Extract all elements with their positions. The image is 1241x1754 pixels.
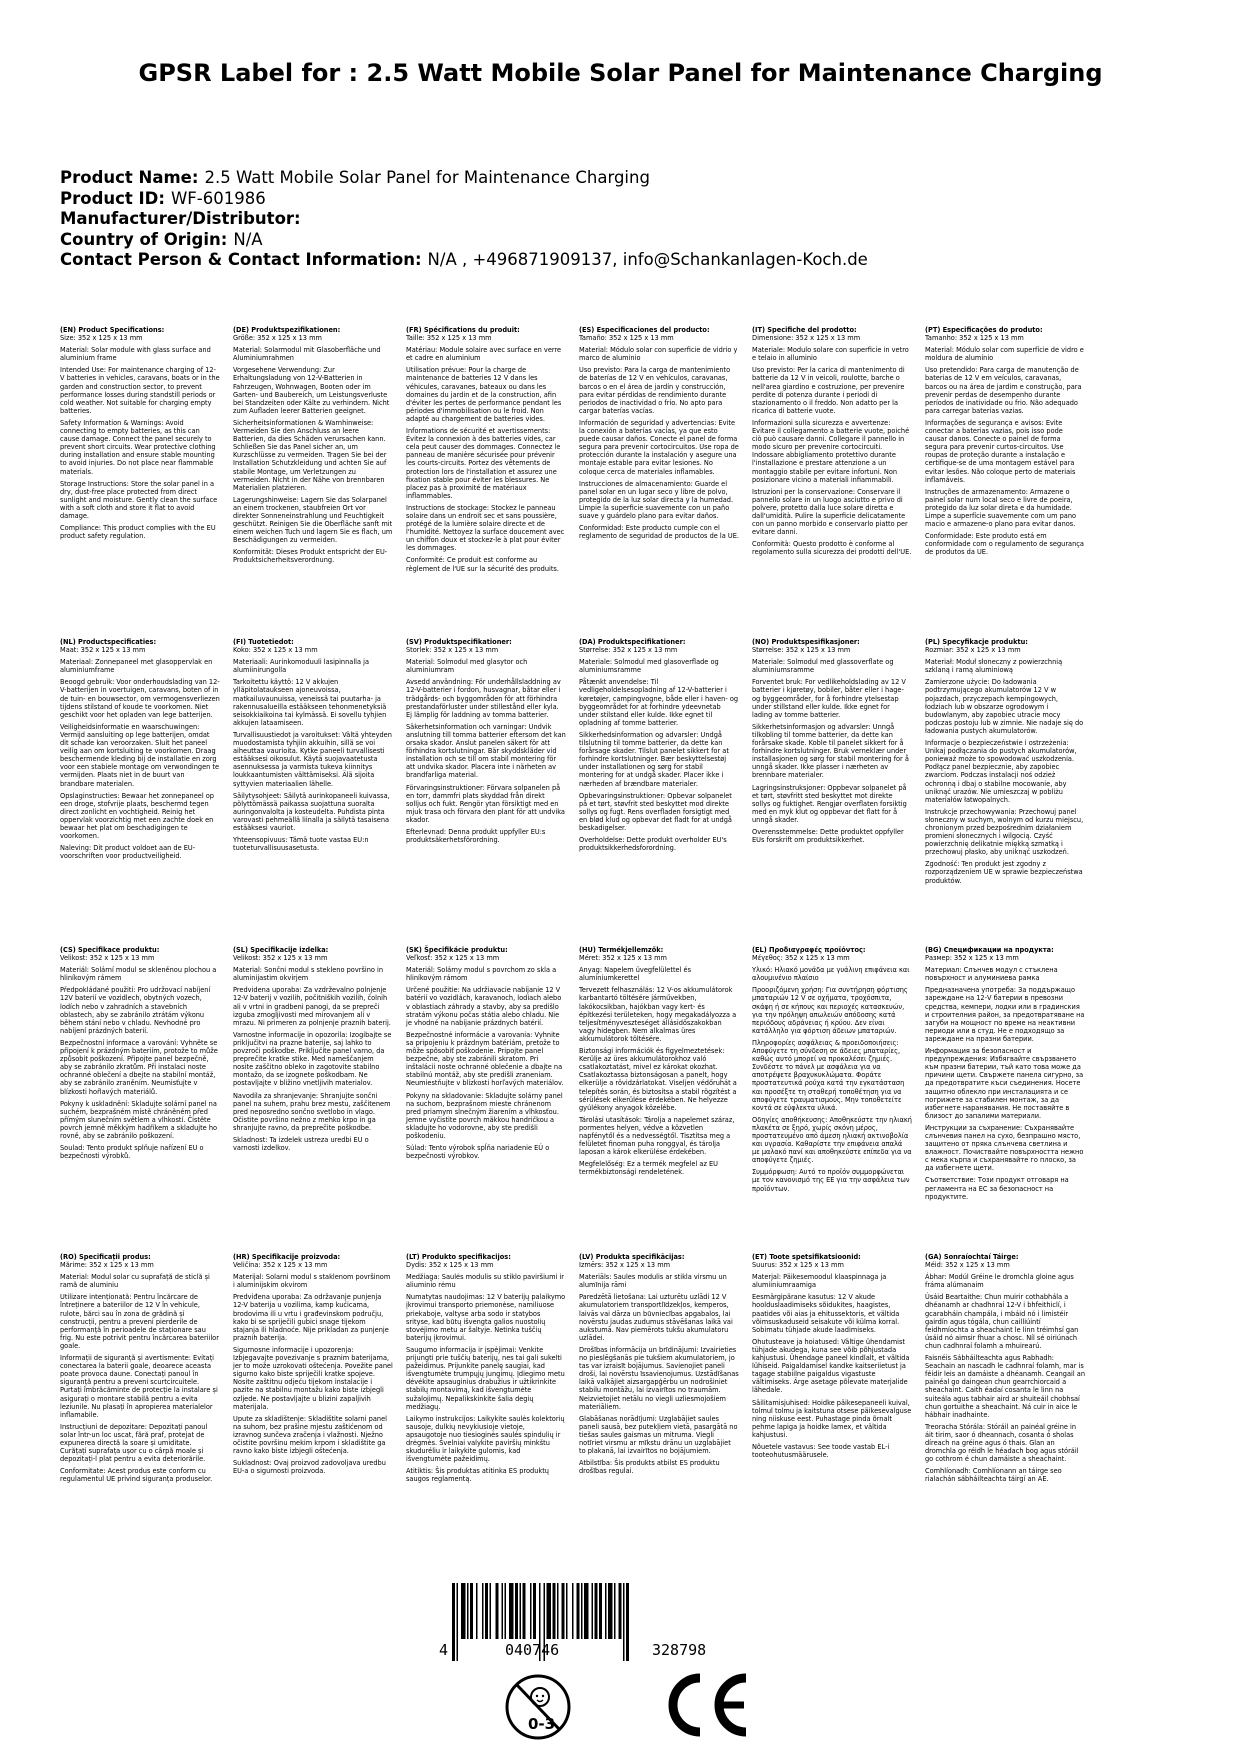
spec-paragraph: Súlad: Tento výrobok spĺňa nariadenie EÚ o bezpečnosti výrobkov. xyxy=(406,1144,550,1161)
spec-paragraph: Material: Módulo solar com superfície de vidro e moldura de alumínio xyxy=(925,346,1084,363)
barcode-group-1: 040746 xyxy=(505,1641,560,1659)
barcode-bar xyxy=(485,1583,488,1639)
spec-block-nl xyxy=(60,638,220,864)
spec-block-ga xyxy=(925,1253,1085,1487)
spec-paragraph: Upute za skladištenje: Skladištite solarni panel na suhom, bez prašine mjestu zaštićenom od izravnog sunčeva zračenja i vlažnosti. Nježno očistite površinu mekim krpom i skladištite ga ravno kako biste izbjegli oštećenja. xyxy=(233,1414,387,1456)
spec-paragraph: Materiaali: Aurinkomoduuli lasipinnalla ja alumiinirungolla xyxy=(233,658,369,675)
spec-paragraph: Biztonsági információk és figyelmeztetések: Kerülje az üres akkumulátorokhoz való csatlakoztatást, mivel ez károkat okozhat. Csatlakoztassa biztonságosan a panelt, hogy elkerülje a rövidzárlatokat. Viseljen védőruhát a telepítés során, és biztosítsa a stabil rögzítést a sérülések elkerülése érdekében. Ne helyezze gyúlékony anyagok közelébe. xyxy=(579,1047,737,1112)
spec-paragraph: Materiaal: Zonnepaneel met glasoppervlak en aluminiumframe xyxy=(60,658,213,675)
spec-paragraph: Mărime: 352 x 125 x 13 mm xyxy=(60,1261,154,1270)
spec-paragraph: Conformidade: Este produto está em conformidade com o regulamento de segurança de produtos da UE. xyxy=(925,532,1084,557)
spec-block-el xyxy=(752,946,912,1197)
spec-block-sk xyxy=(406,946,566,1164)
product-id-label: Product ID: xyxy=(60,188,165,208)
barcode-bar xyxy=(577,1583,580,1639)
spec-paragraph: Размер: 352 x 125 x 13 mm xyxy=(925,954,1019,963)
spec-paragraph: Soulad: Tento produkt splňuje nařízení EU o bezpečnosti výrobků. xyxy=(60,1144,204,1161)
spec-paragraph: Tárolási utasítások: Tárolja a napelemet száraz, pormentes helyen, védve a közvetlen napfénytől és a nedvességtől. Tisztítsa meg a felületet finoman puha ronggyal, és tárolja laposan a károk elkerülése érdekében. xyxy=(579,1115,735,1157)
spec-paragraph: Instructions de stockage: Stockez le panneau solaire dans un endroit sec et sans poussière, protégé de la lumière solaire directe et de l'humidité. Nettoyez la surface doucement avec un chiffon doux et stockez-le à plat pour éviter les dommages. xyxy=(406,503,565,553)
barcode-bar xyxy=(520,1583,522,1639)
spec-paragraph: Treoracha Stórála: Stóráil an painéal gréine in áit tirim, saor ó dheannach, cosanta ó sholas díreach na gréine agus ó thais. Glan an dromchla go réidh le héadach bog agus stóráil go cothrom é chun damáiste a sheachaint. xyxy=(925,1422,1079,1464)
barcode-bar xyxy=(530,1583,532,1639)
spec-paragraph: Material: Sončni modul s stekleno površino in aluminijastim okvirjem xyxy=(233,966,384,983)
spec-paragraph: Предназначена употреба: За поддържащо зареждане на 12-V батерии в превозни средства, кемпери, лодки или в градинския и строителния район, за предотвратяване на загуби на мощност по време на неактивни периоди или в студ. Не е подходящо за зареждане на празни батерии. xyxy=(925,986,1085,1043)
spec-paragraph: Säkerhetsinformation och varningar: Undvik anslutning till tomma batterier eftersom det kan orsaka skador. Anslut panelen säkert för att förhindra kortslutningar. Bär skyddskläder vid installation och se till om stabil montering för att undvika skador. Placera inte i närheten av brandfarliga material. xyxy=(406,722,566,780)
spec-heading: (BG) Спецификации на продукта: xyxy=(925,946,1054,954)
barcode-bar xyxy=(572,1583,574,1639)
spec-paragraph: Material: Módulo solar con superficie de vidrio y marco de aluminio xyxy=(579,346,738,363)
spec-paragraph: Säilitamisjuhised: Hoidke päikesepaneeli kuival, tolmul tolmu ja kaitstuna otsese päikesevalguse ning niiskuse eest. Puhastage pinda õrnalt pehme lapiga ja hoidke lamex, et vältida kahjustusi. xyxy=(752,1398,912,1439)
spec-heading: (FI) Tuotetiedot: xyxy=(233,638,294,646)
contact-label: Contact Person & Contact Information: xyxy=(60,250,422,269)
barcode-bar xyxy=(467,1583,469,1639)
spec-heading: (SV) Produktspecifikationer: xyxy=(406,638,512,646)
spec-block-sl xyxy=(233,946,393,1156)
spec-paragraph: Veiligheidsinformatie en waarschuwingen: Vermijd aansluiting op lege batterijen, omdat dit schade kan veroorzaken. Sluit het paneel veilig aan om kortsluiting te voorkomen. Draag beschermende kleding bij de installatie en zorg voor een stabiele montage om verwondingen te vermijden. Plaats niet in de buurt van brandbare materialen. xyxy=(60,722,220,788)
spec-paragraph: Πληροφορίες ασφάλειας & προειδοποιήσεις: Αποφύγετε τη σύνδεση σε άδειες μπαταρίες, καθώς αυτό μπορεί να προκαλέσει ζημιές. Συνδέστε το πάνελ με ασφάλεια για να αποτρέψετε βραχυκυκλώματα. Φοράτε προστατευτικά ρούχα κατά την εγκατάσταση και προσέξτε τη σταθερή τοποθέτηση για να αποφύγετε τραυματισμούς. Μην τοποθετείτε κοντά σε εύφλεκτα υλικά. xyxy=(752,1038,905,1112)
spec-paragraph: Informations de sécurité et avertissements: Évitez la connexion à des batteries vides, car cela peut causer des dommages. Connectez le panneau de manière sécurisée pour prévenir les courts-circuits. Portez des vêtements de protection lors de l'installation et assurez une fixation stable pour éviter les blessures. Ne placez pas à proximité de matériaux inflammables. xyxy=(406,427,561,500)
contact-value: N/A , +496871909137, info@Schankanlagen-Koch.de xyxy=(427,250,868,269)
barcode-bar xyxy=(509,1583,514,1639)
spec-paragraph: Konformität: Dieses Produkt entspricht der EU-Produktsicherheitsverordnung. xyxy=(233,548,388,565)
spec-heading: (DE) Produktspezifikationen: xyxy=(233,326,341,334)
spec-paragraph: Lagringsinstruksjoner: Oppbevar solpanelet på et tørt, støvfritt sted beskyttet mot direkte sollys og fuktighet. Rengjør overflaten forsiktig med en myk klut og oppbevar det flatt for å unngå skader. xyxy=(752,783,907,824)
barcode-bar xyxy=(608,1583,613,1639)
spec-paragraph: Instrucțiuni de depozitare: Depozitați panoul solar într-un loc uscat, fără praf, protejat de expunerea directă la soare și umiditate. Curățați suprafața ușor cu o cârpă moale și depozitați-l plat pentru a evita deteriorările. xyxy=(60,1422,208,1464)
spec-block-it xyxy=(752,326,912,560)
spec-paragraph: Conformidad: Este producto cumple con el reglamento de seguridad de productos de la UE. xyxy=(579,524,739,541)
spec-heading: (HR) Specifikacije proizvoda: xyxy=(233,1253,341,1261)
spec-paragraph: Laikymo instrukcijos: Laikykite saulės kolektorių sausoje, dulkių nevykiusioje vietoje, apsaugotoje nuo tiesioginės saulės spindulių ir drėgmės. Švelniai valykite paviršių minkštu skuduréliu ir laikykite gulomis, kad išvengtumėte pažeidimų. xyxy=(406,1414,565,1464)
spec-paragraph: Opslaginstructies: Bewaar het zonnepaneel op een droge, stofvrije plaats, beschermd tegen direct zonlicht en vochtigheid. Reinig het oppervlak voorzichtig met een zachte doek en bewaar het plat om beschadigingen te voorkomen. xyxy=(60,791,214,841)
spec-paragraph: Uso previsto: Per la carica di mantenimento di batterie da 12 V in veicoli, roulotte, barche o nell'area giardino e costruzione, per prevenire perdite di potenza durante i periodi di stazionamento o il freddo. Non adatto per la ricarica di batterie vuote. xyxy=(752,366,905,415)
barcode-bar xyxy=(533,1583,536,1639)
spec-paragraph: Förvaringsinstruktioner: Förvara solpanelen på en torr, dammfri plats skyddad från direkt solljus och fukt. Rengör ytan försiktigt med en mjuk trasa och förvara den plant för att undvika skador. xyxy=(406,783,565,824)
spec-paragraph: Informações de segurança e avisos: Evite conectar a baterias vazias, pois isso pode causar danos. Conecte o painel de forma segura para prevenir curtos-circuitos. Use roupas de proteção durante a instalação e certifique-se de uma montagem estável para evitar lesões. Não coloque perto de materiais inflamáveis. xyxy=(925,418,1076,484)
spec-paragraph: Compliance: This product complies with the EU product safety regulation. xyxy=(60,524,216,541)
spec-paragraph: Atbilstība: Šis produkts atbilst ES produktu drošības regulai. xyxy=(579,1459,720,1476)
spec-heading: (ES) Especificaciones del producto: xyxy=(579,326,710,334)
spec-paragraph: Material: Solar module with glass surface and aluminium frame xyxy=(60,346,211,363)
barcode-bar xyxy=(457,1583,459,1661)
spec-paragraph: Съответствие: Този продукт отговаря на регламента на ЕС за безопасност на продуктите. xyxy=(925,1176,1069,1201)
spec-paragraph: Utilisation prévue: Pour la charge de maintenance de batteries 12 V dans les véhicules, caravanes, bateaux ou dans les domaines du jardin et de la construction, afin d'éviter les pertes de performance pendant les périodes d'immobilisation ou le froid. Non adapté au chargement de batteries vides. xyxy=(406,366,562,423)
spec-paragraph: Maat: 352 x 125 x 13 mm xyxy=(60,646,146,655)
spec-paragraph: Velikost: 352 x 125 x 13 mm xyxy=(233,954,328,963)
spec-heading: (DA) Produktspecifikationer: xyxy=(579,638,686,646)
spec-paragraph: Conformitate: Acest produs este conform cu regulamentul UE privind siguranța produselor. xyxy=(60,1467,213,1484)
product-id-value: WF-601986 xyxy=(170,188,266,208)
spec-paragraph: Beoogd gebruik: Voor onderhoudslading van 12-V-batterijen in voertuigen, caravans, boten of in de tuin- en bouwsector, om vermogensverliezen tijdens stilstand of koude te voorkomen. Niet geschikt voor het opladen van lege batterijen. xyxy=(60,678,220,719)
spec-paragraph: Paredzētā lietošana: Lai uzturētu uzlādi 12 V akumulatoriem transportlīdzekļos, kemperos, laivās vai dārza un būvniecības apgabalos, lai novērstu jaudas zudumus stāvēšanas laikā vai aukstumā. Nav piemērots tukšu akumulatoru uzlādei. xyxy=(579,1293,733,1342)
spec-block-da xyxy=(579,638,739,856)
spec-paragraph: Materiale: Solmodul med glassoverflate og aluminiumsramme xyxy=(752,658,894,675)
spec-paragraph: Dimensione: 352 x 125 x 13 mm xyxy=(752,334,861,343)
barcode-bar xyxy=(553,1583,556,1639)
spec-paragraph: Predviđena uporaba: Za održavanje punjenja 12-V baterija u vozilima, kamp kućicama, brodovima ili u vrtu i građevinskom području, kako bi se spriječili gubici snage tijekom stajanja ili hladnoće. Nije prikladan za punjenje praznih baterija. xyxy=(233,1293,389,1342)
spec-paragraph: Instrucciones de almacenamiento: Guarde el panel solar en un lugar seco y libre de polvo, protegido de la luz solar directa y la humedad. Limpie la superficie suavemente con un paño suave y guárdelo plano para evitar daños. xyxy=(579,479,734,520)
spec-heading: (IT) Specifiche del prodotto: xyxy=(752,326,857,334)
barcode-bar xyxy=(470,1583,473,1639)
spec-paragraph: Atitiktis: Šis produktas atitinka ES produktų saugos reglamentą. xyxy=(406,1467,549,1484)
spec-paragraph: Conformità: Questo prodotto è conforme al regolamento sulla sicurezza dei prodotti dell'UE. xyxy=(752,540,912,557)
spec-paragraph: Storlek: 352 x 125 x 13 mm xyxy=(406,646,499,655)
spec-paragraph: Izmērs: 352 x 125 x 13 mm xyxy=(579,1261,671,1270)
spec-block-cs xyxy=(60,946,220,1164)
spec-block-hr xyxy=(233,1253,393,1479)
barcode-digit-1: 4 xyxy=(439,1641,449,1659)
contact-row xyxy=(60,250,1180,271)
barcode-bar xyxy=(592,1583,594,1639)
spec-paragraph: Pokyny na skladovanie: Skladujte solárny panel na suchom, bezprašnom mieste chránenom pred priamym slnečným žiarením a vlhkosťou. Jemne vyčistite povrch mäkkou handričkou a skladujte ho vodorovne, aby ste predišli poškodeniu. xyxy=(406,1091,563,1140)
spec-paragraph: Varnostne informacije in opozorila: Izogibajte se priključitvi na prazne baterije, saj lahko to povzroči poškodbe. Priključite panel varno, da preprečite kratke stike. Med nameščanjem nosite zaščitno obleko in zagotovite stabilno montažo, da se izognete poškodbam. Ne postavljajte v bližino vnetljivih materialov. xyxy=(233,1030,392,1088)
spec-paragraph: Pokyny k uskladnění: Skladujte solární panel na suchém, bezprašném místě chráněném před přímým slunečním světlem a vlhkostí. Čistěte povrch jemně měkkým hadříkem a skladujte ho rovně, aby se zabránilo poškození. xyxy=(60,1099,218,1140)
barcode-bar xyxy=(614,1583,616,1639)
spec-paragraph: Saugumo informacija ir įspėjimai: Venkite prijungti prie tuščių baterijų, nes tai gali sukelti pažeidimus. Prijunkite panelę saugiai, kad išvengtumėte trumpųjų jungimų. Įdiegimo metu dėvėkite apsauginius drabužius ir užtikrinkite stabilų montavimą, kad išvengtumėte sužalojimų. Nepalikskinkite šalia degių medžiagų. xyxy=(406,1345,565,1411)
barcode xyxy=(440,1583,760,1663)
spec-paragraph: Materiál: Solárny modul s povrchom zo skla a hliníkovým rámom xyxy=(406,966,557,983)
spec-block-fi xyxy=(233,638,393,856)
spec-paragraph: Naleving: Dit product voldoet aan de EU-voorschriften voor productveiligheid. xyxy=(60,844,196,861)
spec-paragraph: Material: Solarmodul mit Glasoberfläche und Aluminiumrahmen xyxy=(233,346,381,363)
spec-heading: (CS) Specifikace produktu: xyxy=(60,946,160,954)
barcode-bar xyxy=(523,1583,526,1639)
spec-paragraph: Uso pretendido: Para carga de manutenção de baterias de 12 V em veículos, caravanas, barcos ou na área de jardim e construção, para prevenir perdas de desempenho durante períodos de inatividade ou frio. Não adequado para carregar baterias vazias. xyxy=(925,366,1082,415)
spec-heading: (RO) Specificații produs: xyxy=(60,1253,151,1261)
spec-paragraph: Glabāšanas norādījumi: Uzglabājiet saules paneli sausā, bez putekļiem vietā, pasargātā no tiešas saules gaismas un mitruma. Viegli notīriet virsmu ar mīkstu drānu un uzglabājiet to plakanā, lai izvairītos no bojājumiem. xyxy=(579,1414,738,1456)
spec-paragraph: Størrelse: 352 x 125 x 13 mm xyxy=(752,646,851,655)
barcode-group-2: 328798 xyxy=(652,1641,707,1659)
country-label: Country of Origin: xyxy=(60,229,228,249)
spec-paragraph: Tarkoitettu käyttö: 12 V akkujen ylläpitolataukseen ajoneuvoissa, matkailuvaunuissa, veneissä tai puutarha- ja rakennusalueilla estääkseen tehonmenetyksiä seisokkiaikoina tai kylmässä. Ei sovellu tyhjien akkujen lataamiseen. xyxy=(233,678,387,727)
spec-heading: (HU) Termékjellemzők: xyxy=(579,946,664,954)
country-row xyxy=(60,230,1180,251)
spec-block-ro xyxy=(60,1253,220,1487)
spec-block-fr xyxy=(406,326,566,577)
spec-block-en xyxy=(60,326,220,544)
spec-paragraph: Faisnéis Sábháilteachta agus Rabhadh: Seachain an nascadh le cadhnraí folamh, mar is féidir leis an damáiste a dhéanamh. Ceangail an painéal go daingean chun gearrchiorcaid a sheachaint. Caith éadaí cosanta le linn na suiteála agus tabhair aird ar shuiteáil chobhsaí chun gortuithe a sheachaint. Ná cuir in aice le hábhair inadhainte. xyxy=(925,1354,1085,1419)
spec-paragraph: Información de seguridad y advertencias: Evite la conexión a baterías vacías, ya que esto puede causar daños. Conecte el panel de forma segura para prevenir cortocircuitos. Use ropa de protección durante la instalación y asegure una montaje estable para evitar lesiones. No coloque cerca de materiales inflamables. xyxy=(579,418,739,476)
spec-paragraph: Drošības informācija un brīdinājumi: Izvairieties no pieslēgšanās pie tukšiem akumulatoriem, jo tas var izraisīt bojājumus. Savienojiet paneli droši, lai novērstu īssavienojumus. Uzstādīšanas laikā valkājiet aizsargapģērbu un nodrošiniet stabilu montāžu, lai izvairītos no traumām. Neizvietojiet netālu no viegli uzliesmojošiem materiāliem. xyxy=(579,1345,739,1411)
product-name-label: Product Name: xyxy=(60,168,199,187)
spec-paragraph: Συμμόρφωση: Αυτό το προϊόν συμμορφώνεται με τον κανονισμό της ΕΕ για την ασφάλεια των προϊόντων. xyxy=(752,1168,910,1193)
spec-block-sv xyxy=(406,638,566,848)
spec-paragraph: Méret: 352 x 125 x 13 mm xyxy=(579,954,667,963)
spec-paragraph: Velikost: 352 x 125 x 13 mm xyxy=(60,954,155,963)
barcode-bar xyxy=(599,1583,602,1639)
spec-paragraph: Rozmiar: 352 x 125 x 13 mm xyxy=(925,646,1021,655)
spec-paragraph: Turvallisuustiedot ja varoitukset: Vältä yhteyden muodostamista tyhjiin akkuihin, sillä se voi aiheuttaa vaurioita. Kytke paneeli turvallisesti estääksesi oikosulut. Käytä suojavaatetusta asennuksessa ja varmista tukeva kiinnitys loukkaantumisten välttämiseksi. Älä sijoita syttyvien materiaalien lähelle. xyxy=(233,730,392,788)
spec-paragraph: Οδηγίες αποθήκευσης: Αποθηκεύστε την ηλιακή πλακέτα σε ξηρό, χωρίς σκόνη μέρος, προστατευμένο από άμεση ηλιακή ακτινοβολία και υγρασία. Καθαρίστε την επιφάνεια απαλά με μαλακό πανί και αποθηκεύστε επίπεδα για να αποφύγετε ζημιές. xyxy=(752,1115,912,1165)
spec-paragraph: Úsáid Beartaithe: Chun muirir cothabhála a dhéanamh ar chadhnraí 12-V i bhfeithiclí, i gcarabháin champála, i mbáid nó i limistéir gairdín agus tógála, chun cailliúintí feidhmíochta a sheachaint le linn tréimhsí gan úsáid nó aimsir fhuar a chosc. Níl sé oiriúnach chun cadhnraí folamh a mhuirearú. xyxy=(925,1293,1079,1350)
spec-paragraph: Předpokládané použití: Pro udržovací nabíjení 12V baterií ve vozidlech, obytných vozech, lodích nebo v zahradních a stavebních oblastech, aby se zabránilo ztrátám výkonu během stání nebo v chladu. Nevhodné pro nabíjení prázdných baterií. xyxy=(60,986,211,1035)
product-info xyxy=(60,168,1180,271)
spec-paragraph: Μέγεθος: 352 x 125 x 13 mm xyxy=(752,954,850,963)
spec-paragraph: Eesmärgipärane kasutus: 12 V akude hoolduslaadimiseks sõidukites, haagistes, paatides või aias ja ehitussektoris, et vältida võimsuskaduseid seisakute või külma korral. Sobimatu tühjade akude laadimiseks. xyxy=(752,1293,900,1334)
spec-paragraph: Material: Solmodul med glasytor och aluminiumram xyxy=(406,658,528,675)
spec-paragraph: Overholdelse: Dette produkt overholder EU's produktsikkerhedsforordning. xyxy=(579,836,727,853)
spec-heading: (NL) Productspecificaties: xyxy=(60,638,157,646)
spec-paragraph: Numatytas naudojimas: 12 V baterijų palaikymo įkrovimui transporto priemonėse, namiliuose priekaboje, valtyse arba sodo ir statybos srityse, kad būtų išvengta galios nuostolių stovėjimo metu ar šaltyje. Netinka tuščių baterijų įkrovimui. xyxy=(406,1293,566,1342)
barcode-bar xyxy=(626,1583,629,1661)
svg-text:0-3: 0-3 xyxy=(528,1715,556,1733)
spec-paragraph: Skladnost: Ta izdelek ustreza uredbi EU o varnosti izdelkov. xyxy=(233,1135,369,1153)
barcode-bar xyxy=(496,1583,499,1639)
spec-heading: (LT) Produkto specifikacijos: xyxy=(406,1253,511,1261)
spec-paragraph: Материал: Слънчев модул с стъклена повърхност и алуминиева рамка xyxy=(925,966,1058,983)
spec-block-et xyxy=(752,1253,912,1463)
spec-paragraph: Tamaño: 352 x 125 x 13 mm xyxy=(579,334,674,343)
not-for-children-0-3-icon xyxy=(504,1673,572,1741)
spec-paragraph: Veľkosť: 352 x 125 x 13 mm xyxy=(406,954,500,963)
spec-heading: (EL) Προδιαγραφές προϊόντος: xyxy=(752,946,866,954)
spec-heading: (EN) Product Specifications: xyxy=(60,326,165,334)
spec-paragraph: Méid: 352 x 125 x 13 mm xyxy=(925,1261,1010,1270)
page-title: GPSR Label for : 2.5 Watt Mobile Solar Panel for Maintenance Charging xyxy=(138,59,1103,87)
spec-heading: (ET) Toote spetsifikatsioonid: xyxy=(752,1253,861,1261)
spec-paragraph: Bezpečnostné informácie a varovania: Vyhnite sa pripojeniu k prázdnym batériám, pretože to môže spôsobiť poškodenie. Pripojte panel bezpečne, aby ste zabránili skratom. Pri inštalácii noste ochranné oblečenie a dbajte na stabilnú montáž, aby ste predišli zraneniam. Neumiestňujte v blízkosti horľavých materiálov. xyxy=(406,1030,564,1088)
country-value: N/A xyxy=(233,229,263,249)
spec-paragraph: Veličina: 352 x 125 x 13 mm xyxy=(233,1261,328,1270)
barcode-bar xyxy=(562,1583,565,1639)
spec-heading: (SL) Specifikacije izdelka: xyxy=(233,946,329,954)
manufacturer-row xyxy=(60,209,1180,230)
spec-paragraph: Uso previsto: Para la carga de mantenimiento de baterías de 12 V en vehículos, caravanas, barcos o en el área de jardín y construcción, para evitar pérdidas de rendimiento durante periodos de inactividad o frío. No apto para cargar baterías vacías. xyxy=(579,366,731,415)
barcode-bar xyxy=(605,1583,607,1639)
product-id-row xyxy=(60,189,1180,210)
spec-paragraph: Lagerungshinweise: Lagern Sie das Solarpanel an einem trockenen, staubfreien Ort vor direkter Sonneneinstrahlung und Feuchtigkeit geschützt. Reinigen Sie die Oberfläche sanft mit einem weichen Tuch und lagern Sie es flach, um Beschädigungen zu vermeiden. xyxy=(233,495,393,545)
spec-paragraph: Medžiaga: Saulės modulis su stiklo paviršiumi ir aliuminio rėmu xyxy=(406,1273,565,1290)
spec-block-lt xyxy=(406,1253,566,1487)
spec-paragraph: Megfelelőség: Ez a termék megfelel az EU termékbiztonsági rendeletének. xyxy=(579,1160,718,1177)
spec-paragraph: Υλικό: Ηλιακό μονάδα με γυάλινη επιφάνεια και αλουμινένιο πλαίσιο xyxy=(752,966,910,983)
barcode-bar xyxy=(505,1583,507,1639)
barcode-bar xyxy=(557,1583,559,1639)
spec-block-no xyxy=(752,638,912,848)
spec-paragraph: Taille: 352 x 125 x 13 mm xyxy=(406,334,492,343)
spec-heading: (PL) Specyfikacje produktu: xyxy=(925,638,1028,646)
spec-paragraph: Materjal: Päikesemoodul klaaspinnaga ja alumiiniumraamiga xyxy=(752,1273,887,1290)
spec-paragraph: Nõuetele vastavus: See toode vastab EL-i tooteohutusmäärusele. xyxy=(752,1442,890,1460)
product-name-value: 2.5 Watt Mobile Solar Panel for Maintenance Charging xyxy=(204,168,650,187)
spec-paragraph: Opbevaringsinstruktioner: Opbevar solpanelet på et tørt, støvfrit sted beskyttet mod direkte sollys og fugt. Rens overfladen forsigtigt med en blød klud og opbevar det fladt for at undgå beskadigelser. xyxy=(579,791,732,832)
spec-paragraph: Materiāls: Saules modulis ar stikla virsmu un alumīnija rāmi xyxy=(579,1273,727,1290)
spec-paragraph: Instruções de armazenamento: Armazene o painel solar num local seco e livre de poeira, protegido da luz solar direta e da humidade. Limpe a superfície suavemente com um pano macio e armazene-o plano para evitar danos. xyxy=(925,487,1077,529)
spec-paragraph: Intended Use: For maintenance charging of 12-V batteries in vehicles, caravans, boats or in the garden and construction sector, to prevent performance losses during standstill periods or cold weather. Not suitable for charging empty batteries. xyxy=(60,366,220,415)
spec-paragraph: Istruzioni per la conservazione: Conservare il pannello solare in un luogo asciutto e privo di polvere, protetto dalla luce solare diretta e dall'umidità. Pulire la superficie delicatamente con un panno morbido e conservarlo piatto per evitare danni. xyxy=(752,487,908,537)
barcode-bar xyxy=(584,1583,589,1639)
product-name-row xyxy=(60,168,1180,189)
spec-paragraph: Größe: 352 x 125 x 13 mm xyxy=(233,334,322,343)
spec-paragraph: Materiál: Solární modul se skleněnou plochou a hliníkovým rámem xyxy=(60,966,217,983)
barcode-bar xyxy=(482,1583,484,1639)
spec-paragraph: Anyag: Napelem üvegfelülettel és alumíniumkerettel xyxy=(579,966,692,983)
spec-block-bg xyxy=(925,946,1085,1205)
barcode-bar xyxy=(581,1583,583,1639)
spec-paragraph: Materiał: Moduł słoneczny z powierzchnią szklaną i ramą aluminiową xyxy=(925,658,1063,675)
spec-paragraph: Sukladnost: Ovaj proizvod zadovoljava uredbu EU-a o sigurnosti proizvoda. xyxy=(233,1459,386,1476)
barcode-bar xyxy=(619,1583,622,1639)
spec-paragraph: Predvidena uporaba: Za vzdrževalno polnjenje 12-V baterij v vozilih, počitniških vozilih, čolnih ali v vrtni in gradbeni panogi, da se prepreči izguba zmogljivosti med mirovanjem ali v mrazu. Ni primeren za polnjenje praznih baterij. xyxy=(233,986,391,1027)
spec-paragraph: Tamanho: 352 x 125 x 13 mm xyxy=(925,334,1024,343)
spec-paragraph: Storage Instructions: Store the solar panel in a dry, dust-free place protected from direct sunlight and moisture. Gently clean the surface with a soft cloth and store it flat to avoid damage. xyxy=(60,479,218,520)
spec-paragraph: Comhlíonadh: Comhlíonann an táirge seo rialachán sábháilteachta táirgí an AE. xyxy=(925,1467,1062,1484)
spec-paragraph: Dydis: 352 x 125 x 13 mm xyxy=(406,1261,494,1270)
spec-paragraph: Matériau: Module solaire avec surface en verre et cadre en aluminium xyxy=(406,346,562,363)
spec-paragraph: Vorgesehene Verwendung: Zur Erhaltungsladung von 12-V-Batterien in Fahrzeugen, Wohnwagen, Booten oder im Garten- und Baubereich, um Leistungsverluste bei Standzeiten oder Kälte zu verhindern. Nicht zum Aufladen leerer Batterien geeignet. xyxy=(233,366,390,415)
spec-block-hu xyxy=(579,946,739,1180)
spec-paragraph: Avsedd användning: För underhållsladdning av 12-V-batterier i fordon, husvagnar, båtar eller i trädgårds- och byggområden för att förhindra prestandaförluster under stillestånd eller kyla. Ej lämplig för laddning av tomma batterier. xyxy=(406,678,561,719)
spec-paragraph: Forventet bruk: For vedlikeholdslading av 12 V batterier i kjøretøy, bobiler, båter eller i hage- og byggeområder, for å forhindre ytelsestap under stillstand eller kulde. Ikke egnet for lading av tomme batterier. xyxy=(752,678,906,719)
spec-paragraph: Størrelse: 352 x 125 x 13 mm xyxy=(579,646,678,655)
spec-paragraph: Zamierzone użycie: Do ładowania podtrzymującego akumulatorów 12 V w pojazdach, przyczepach kempingowych, łodziach lub w obszarze ogrodowym i budowlanym, aby zapobiec utracie mocy podczas postoju lub w zimnie. Nie nadaje się do ładowania pustych akumulatorów. xyxy=(925,678,1084,735)
barcode-bar xyxy=(476,1583,478,1639)
barcode-bar xyxy=(461,1583,466,1639)
spec-paragraph: Påtænkt anvendelse: Til vedligeholdelsesopladning af 12-V-batterier i køretøjer, campingvogne, både eller i haven- og byggeområdet for at forhindre ydeevnetab under stilstand eller kulde. Ikke egnet til opladning af tomme batterier. xyxy=(579,678,739,727)
spec-paragraph: Informații de siguranță și avertismente: Evitați conectarea la baterii goale, deoarece aceasta poate provoca daune. Conectați panoul în siguranță pentru a preveni scurtcircuitele. Purtați îmbrăcăminte de protecție la instalare și asigurați o montare stabilă pentru a evita leziunile. Nu plasați în apropierea materialelor inflamabile. xyxy=(60,1354,218,1419)
spec-paragraph: Informacje o bezpieczeństwie i ostrzeżenia: Unikaj podłączania do pustych akumulatorów, ponieważ może to spowodować uszkodzenia. Podłącz panel bezpiecznie, aby zapobiec zwarciom. Podczas instalacji noś odzież ochronną i dbaj o stabilne mocowanie, aby uniknąć urazów. Nie umieszczaj w pobliżu materiałów łatwopalnych. xyxy=(925,739,1077,804)
spec-heading: (FR) Spécifications du produit: xyxy=(406,326,520,334)
spec-paragraph: Ábhar: Modúl Gréine le dromchla gloine agus fráma alúmanaim xyxy=(925,1273,1074,1290)
spec-block-de xyxy=(233,326,393,569)
spec-paragraph: Material: Modul solar cu suprafață de sticlă și ramă de aluminiu xyxy=(60,1273,210,1290)
barcode-bar xyxy=(595,1583,598,1639)
spec-paragraph: Instrukcje przechowywania: Przechowuj panel słoneczny w suchym, wolnym od kurzu miejscu, chronionym przed bezpośrednim działaniem promieni słonecznych i wilgocią. Czyść powierzchnię delikatnie miękką szmatką i przechowuj płasko, aby uniknąć uszkodzeń. xyxy=(925,807,1084,857)
spec-paragraph: Navodila za shranjevanje: Shranjujte sončni panel na suhem, prahu brez mestu, zaščitenem pred neposredno sončno svetlobo in vlago. Očistite površino nežno z mehko krpo in ga shranjujte ravno, da preprečite poškodbe. xyxy=(233,1091,391,1132)
ce-mark-icon xyxy=(664,1672,750,1738)
spec-heading: (PT) Especificações do produto: xyxy=(925,326,1043,334)
spec-block-es xyxy=(579,326,739,544)
barcode-bar xyxy=(547,1583,552,1639)
spec-paragraph: Utilizare intenționată: Pentru încărcare de întreținere a bateriilor de 12 V în vehicule, rulote, bărci sau în zona de grădină și construcții, pentru a preveni pierderile de performanță în perioadele de staționare sau frig. Nu este potrivit pentru încărcarea bateriilor goale. xyxy=(60,1293,219,1350)
spec-paragraph: Conformité: Ce produit est conforme au règlement de l'UE sur la sécurité des produits. xyxy=(406,556,559,573)
spec-paragraph: Sikkerhedsinformation og advarsler: Undgå tilslutning til tomme batterier, da dette kan forårsage skader. Tilslut panelet sikkert for at forhindre kortslutninger. Bær beskyttelsestøj under installationen og sørg for stabil montering for at undgå skader. Placer ikke i nærheden af brændbare materialer. xyxy=(579,730,729,788)
spec-paragraph: Tervezett felhasználás: 12 V-os akkumulátorok karbantartó töltésére járművekben, lakókocsikban, hajókban vagy kert- és építkezési területeken, hogy megakadályozza a teljesítményveszteséget állásidőszakokban vagy hidegben. Nem alkalmas üres akkumulátorok töltésére. xyxy=(579,986,737,1043)
spec-paragraph: Safety Information & Warnings: Avoid connecting to empty batteries, as this can cause damage. Connect the panel securely to prevent short circuits. Wear protective clothing during installation and ensure stable mounting to avoid injuries. Do not place near flammable materials. xyxy=(60,418,216,476)
spec-paragraph: Ohutusteave ja hoiatused: Vältige ühendamist tühjade akudega, kuna see võib põhjustada kahjustusi. Ühendage paneel kindlalt, et vältida lühiseid. Paigaldamisel kandke kaitseriietust ja tagage stabiilne paigaldus vigastuste vältimiseks. Ärge asetage põlevate materjalide lähedale. xyxy=(752,1337,910,1395)
spec-paragraph: Zgodność: Ten produkt jest zgodny z rozporządzeniem UE w sprawie bezpieczeństwa produktów. xyxy=(925,860,1083,885)
spec-paragraph: Yhteensopivuus: Tämä tuote vastaa EU:n tuoteturvallisuusasetusta. xyxy=(233,836,369,853)
manufacturer-label: Manufacturer/Distributor: xyxy=(60,209,301,228)
spec-heading: (GA) Sonraíochtaí Táirge: xyxy=(925,1253,1019,1261)
barcode-bar xyxy=(566,1583,568,1639)
spec-heading: (NO) Produktspesifikasjoner: xyxy=(752,638,860,646)
spec-paragraph: Materijal: Solarni modul s staklenom površinom i aluminijskim okvirom xyxy=(233,1273,391,1290)
spec-paragraph: Bezpečnostní informace a varování: Vyhněte se připojení k prázdným bateriím, protože to může způsobit poškození. Připojte panel bezpečně, aby se zabránilo zkratům. Při instalaci noste ochranné oblečení a dbejte na stabilní montáž, aby se zabránilo zraněním. Neumisťujte v blízkosti hořlavých materiálů. xyxy=(60,1038,218,1096)
spec-heading: (SK) Špecifikácie produktu: xyxy=(406,946,508,954)
spec-paragraph: Size: 352 x 125 x 13 mm xyxy=(60,334,143,343)
spec-block-pl xyxy=(925,638,1085,889)
spec-paragraph: Προοριζόμενη χρήση: Για συντήρηση φόρτισης μπαταριών 12 V σε οχήματα, τροχόσπιτα, σκάφη ή σε κήπους και περιοχές κατασκευών, για την πρόληψη απωλειών απόδοσης κατά περιόδους αδράνειας ή κρύου. Δεν είναι κατάλληλο για φόρτιση άδειων μπαταριών. xyxy=(752,986,908,1035)
spec-paragraph: Informazioni sulla sicurezza e avvertenze: Evitare il collegamento a batterie vuote, poiché ciò può causare danni. Collegare il pannello in modo sicuro per prevenire cortocircuiti. Indossare abbigliamento protettivo durante l'installazione e prestare attenzione a un montaggio stabile per evitare infortuni. Non posizionare vicino a materiali infiammabili. xyxy=(752,418,910,484)
spec-block-pt xyxy=(925,326,1085,560)
barcode-bar xyxy=(623,1583,625,1661)
spec-paragraph: Koko: 352 x 125 x 13 mm xyxy=(233,646,318,655)
spec-paragraph: Materiale: Modulo solare con superficie in vetro e telaio in alluminio xyxy=(752,346,909,363)
spec-paragraph: Инструкции за съхранение: Съхранявайте слънчевия панел на сухо, безпрашно място, защитено от пряка слънчева светлина и влажност. Почиствайте повърхността нежно с мека кърпа и съхранявайте го плоско, за да избегнете щети. xyxy=(925,1123,1084,1173)
spec-block-lv xyxy=(579,1253,739,1479)
spec-paragraph: Efterlevnad: Denna produkt uppfyller EU:s produktsäkerhetsförordning. xyxy=(406,827,546,845)
spec-paragraph: Sigurnosne informacije i upozorenja: Izbjegavajte povezivanje s praznim baterijama, jer to može uzrokovati oštećenja. Povežite panel sigurno kako biste spriječili kratke spojeve. Nosite zaštitnu odjeću tijekom instalacije i pazite na stabilnu montažu kako biste izbjegli ozljede. Ne postavljajte u blizini zapaljivih materijala. xyxy=(233,1345,393,1411)
spec-paragraph: Информация за безопасност и предупреждения: Избягвайте свързването към празни батерии, тъй като това може да причини щети. Свържете панела сигурно, за да предотвратите къси съединения. Носете защитно облекло при инсталацията и се погрижете за стабилен монтаж, за да избегнете наранявания. Не поставяйте в близост до запалими материали. xyxy=(925,1047,1084,1120)
spec-paragraph: Sicherheitsinformationen & Warnhinweise: Vermeiden Sie den Anschluss an leere Batterien, da dies Schäden verursachen kann. Schließen Sie das Panel sicher an, um Kurzschlüsse zu vermeiden. Tragen Sie bei der Installation Schutzkleidung und achten Sie auf stabile Montage, um Verletzungen zu vermeiden. Nicht in der Nähe von brennbaren Materialien platzieren. xyxy=(233,418,387,492)
spec-paragraph: Overensstemmelse: Dette produktet oppfyller EUs forskrift om produktsikkerhet. xyxy=(752,827,904,845)
spec-paragraph: Materiale: Solmodul med glasoverflade og aluminiumsramme xyxy=(579,658,719,675)
spec-paragraph: Sikkerhetsinformasjon og advarsler: Unngå tilkobling til tomme batterier, da dette kan forårsake skade. Koble til panelet sikkert for å forhindre kortslutninger. Bruk verneklær under installasjonen og sørg for stabil montering for å unngå skader. Ikke plasser i nærheten av brennbare materialer. xyxy=(752,722,909,780)
spec-paragraph: Určené použitie: Na udržiavacie nabíjanie 12 V batérií vo vozidlách, karavanoch, lodiach alebo v oblastiach záhrady a stavby, aby sa predišlo stratám výkonu počas státia alebo chladu. Nie je vhodné na nabíjanie prázdnych batérií. xyxy=(406,986,562,1027)
barcode-bar xyxy=(452,1583,455,1661)
barcode-bar xyxy=(515,1583,518,1639)
barcode-bar xyxy=(502,1583,504,1639)
spec-paragraph: Säilytysohjeet: Säilytä aurinkopaneeli kuivassa, pölyttömässä paikassa suojattuna suoralta auringonvalolta ja kosteudelta. Puhdista pinta varovasti pehmeällä liinalla ja säilytä tasaisena estääksesi vauriot. xyxy=(233,791,390,832)
barcode-bar xyxy=(490,1583,492,1639)
spec-paragraph: Suurus: 352 x 125 x 13 mm xyxy=(752,1261,844,1270)
spec-heading: (LV) Produkta specifikācijas: xyxy=(579,1253,685,1261)
